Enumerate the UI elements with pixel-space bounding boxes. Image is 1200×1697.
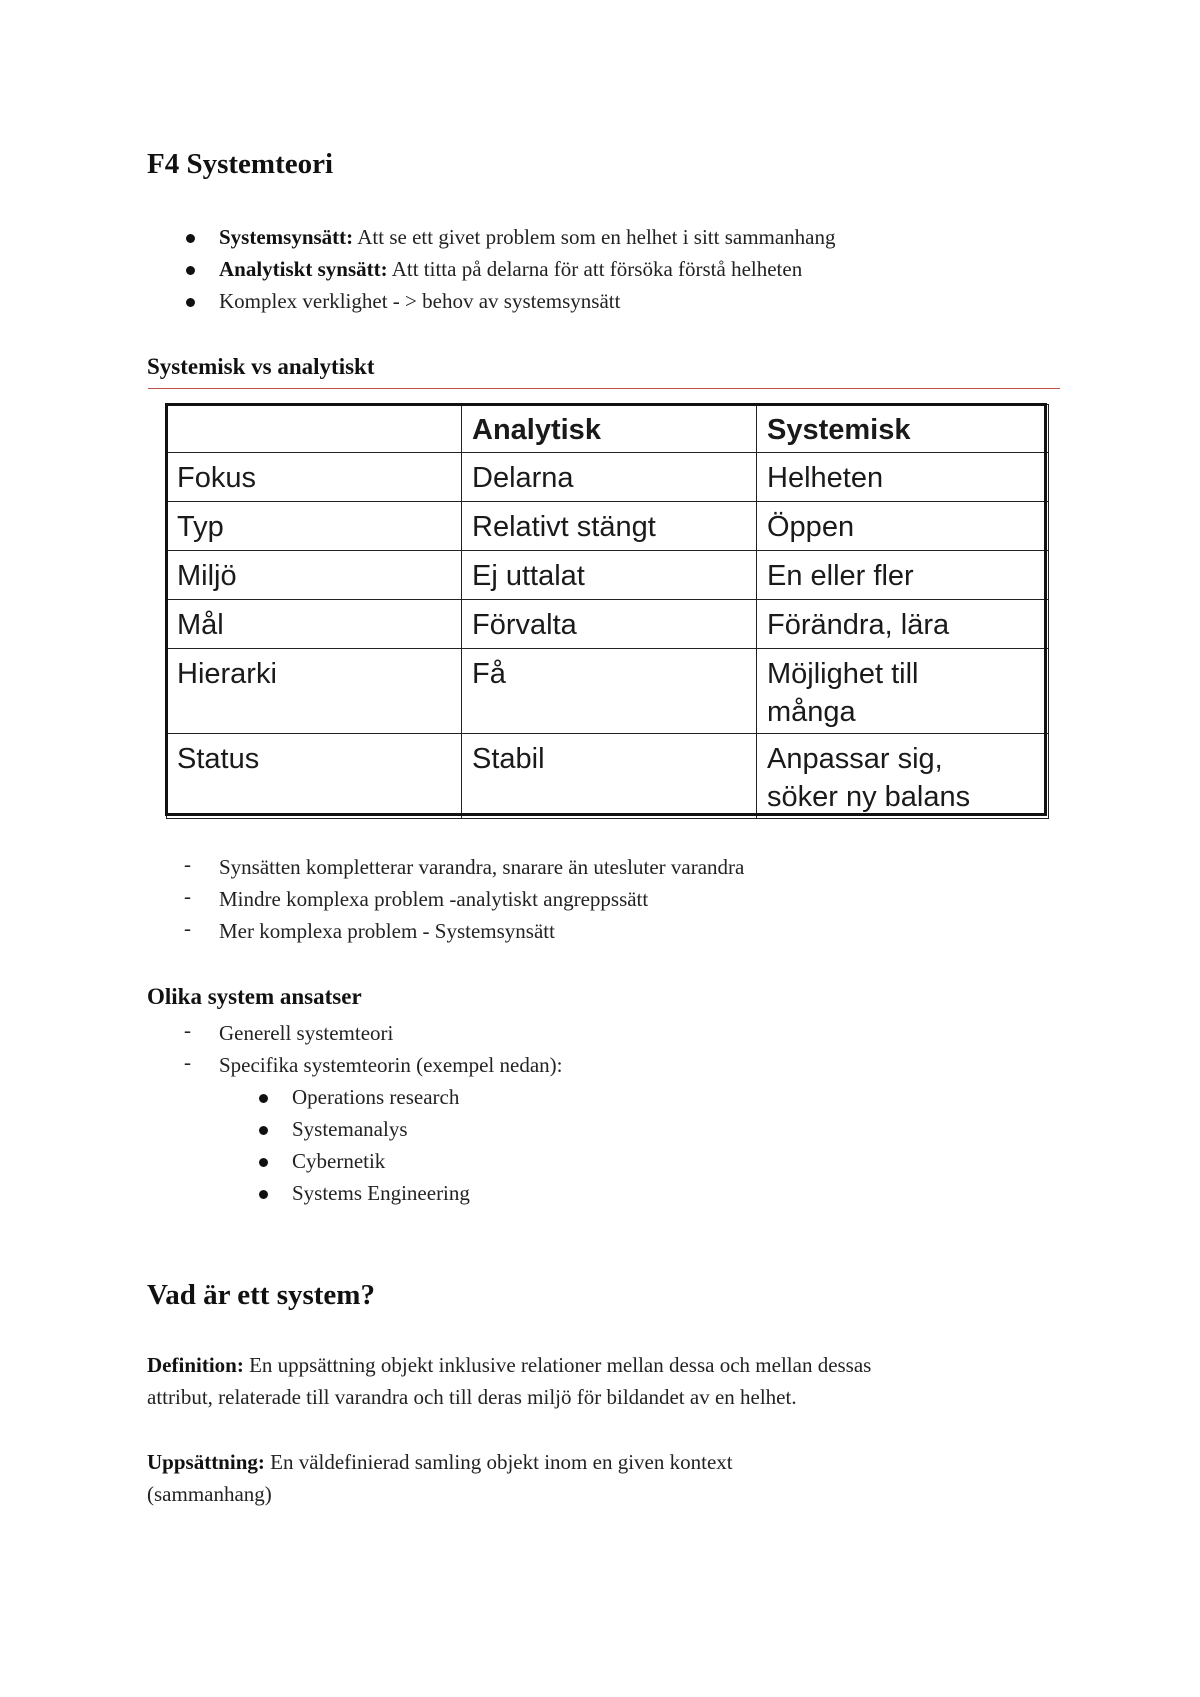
bullet-dot-icon	[259, 1190, 268, 1199]
bullet-dot-icon	[186, 266, 195, 275]
intro-bullet-item	[219, 286, 620, 316]
bullet-dot-icon	[186, 298, 195, 307]
intro-bullet-text: Komplex verklighet - > behov av systemsynsätt	[219, 289, 621, 313]
table-cell: Typ	[167, 502, 462, 551]
bullet-dot-icon	[259, 1126, 268, 1135]
table-header-cell: Systemisk	[757, 405, 1049, 453]
table-cell: Delarna	[462, 453, 757, 502]
section-heading-systemisk: Systemisk vs analytiskt	[147, 354, 375, 379]
definition-paragraph-line1	[147, 1350, 871, 1380]
dash-marker: -	[184, 916, 191, 940]
table-cell: Ej uttalat	[462, 551, 757, 600]
intro-bullet-text: Att se ett givet problem som en helhet i sitt sammanhang	[353, 225, 836, 249]
table-cell: Möjlighet till många	[757, 649, 1049, 734]
uppsattning-label: Uppsättning:	[147, 1450, 265, 1474]
definition-paragraph-line2: attribut, relaterade till varandra och till deras miljö för bildandet av en helhet.	[147, 1385, 797, 1409]
bullet-dot-icon	[186, 234, 195, 243]
table-row	[167, 502, 1049, 551]
table-cell: Stabil	[462, 734, 757, 819]
table-cell: Relativt stängt	[462, 502, 757, 551]
table-cell: Status	[167, 734, 462, 819]
table-cell: Förvalta	[462, 600, 757, 649]
dash-list-item: Specifika systemteorin (exempel nedan):	[219, 1053, 563, 1077]
dash-marker: -	[184, 1018, 191, 1042]
table-cell: Fokus	[167, 453, 462, 502]
definition-text: En uppsättning objekt inklusive relationer mellan dessa och mellan dessas	[243, 1353, 872, 1377]
intro-bullet-item	[219, 222, 836, 252]
dash-list-item: Synsätten kompletterar varandra, snarare än utesluter varandra	[219, 855, 745, 879]
table-row	[167, 649, 1049, 734]
dash-list-item: Mer komplexa problem - Systemsynsätt	[219, 919, 555, 943]
table-cell: Anpassar sig, söker ny balans	[757, 734, 1049, 819]
table-cell: Mål	[167, 600, 462, 649]
sub-bullet-item: Systemanalys	[292, 1117, 408, 1141]
dash-list-item: Generell systemteori	[219, 1021, 394, 1045]
table-cell: Öppen	[757, 502, 1049, 551]
table-cell: Hierarki	[167, 649, 462, 734]
dash-marker: -	[184, 852, 191, 876]
intro-bullet-item	[219, 254, 802, 284]
table-cell: Förändra, lära	[757, 600, 1049, 649]
table-header-row	[167, 405, 1049, 453]
dash-marker: -	[184, 1050, 191, 1074]
table-cell: Miljö	[167, 551, 462, 600]
table-row	[167, 453, 1049, 502]
uppsattning-text: En väldefinierad samling objekt inom en given kontext	[264, 1450, 733, 1474]
table-row	[167, 600, 1049, 649]
comparison-table	[166, 404, 1049, 819]
bullet-dot-icon	[259, 1158, 268, 1167]
section-heading-ansatser: Olika system ansatser	[147, 984, 362, 1009]
table-cell: Helheten	[757, 453, 1049, 502]
table-cell: En eller fler	[757, 551, 1049, 600]
intro-bullet-term: Analytiskt synsätt:	[219, 257, 388, 281]
table-header-cell	[167, 405, 462, 453]
sub-bullet-item: Systems Engineering	[292, 1181, 470, 1205]
intro-bullet-term: Systemsynsätt:	[219, 225, 354, 249]
intro-bullet-text: Att titta på delarna för att försöka förstå helheten	[387, 257, 803, 281]
table-row	[167, 734, 1049, 819]
heading-underline-rule	[148, 388, 1060, 389]
definition-label: Definition:	[147, 1353, 244, 1377]
table-cell: Få	[462, 649, 757, 734]
page-title: F4 Systemteori	[147, 148, 334, 180]
uppsattning-paragraph-line2: (sammanhang)	[147, 1482, 272, 1506]
dash-list-item: Mindre komplexa problem -analytiskt angreppssätt	[219, 887, 649, 911]
sub-bullet-item: Operations research	[292, 1085, 460, 1109]
table-row	[167, 551, 1049, 600]
uppsattning-paragraph-line1	[147, 1447, 733, 1477]
table-header-cell: Analytisk	[462, 405, 757, 453]
dash-marker: -	[184, 884, 191, 908]
sub-bullet-item: Cybernetik	[292, 1149, 386, 1173]
section-heading-vad-ar: Vad är ett system?	[147, 1279, 375, 1311]
bullet-dot-icon	[259, 1094, 268, 1103]
